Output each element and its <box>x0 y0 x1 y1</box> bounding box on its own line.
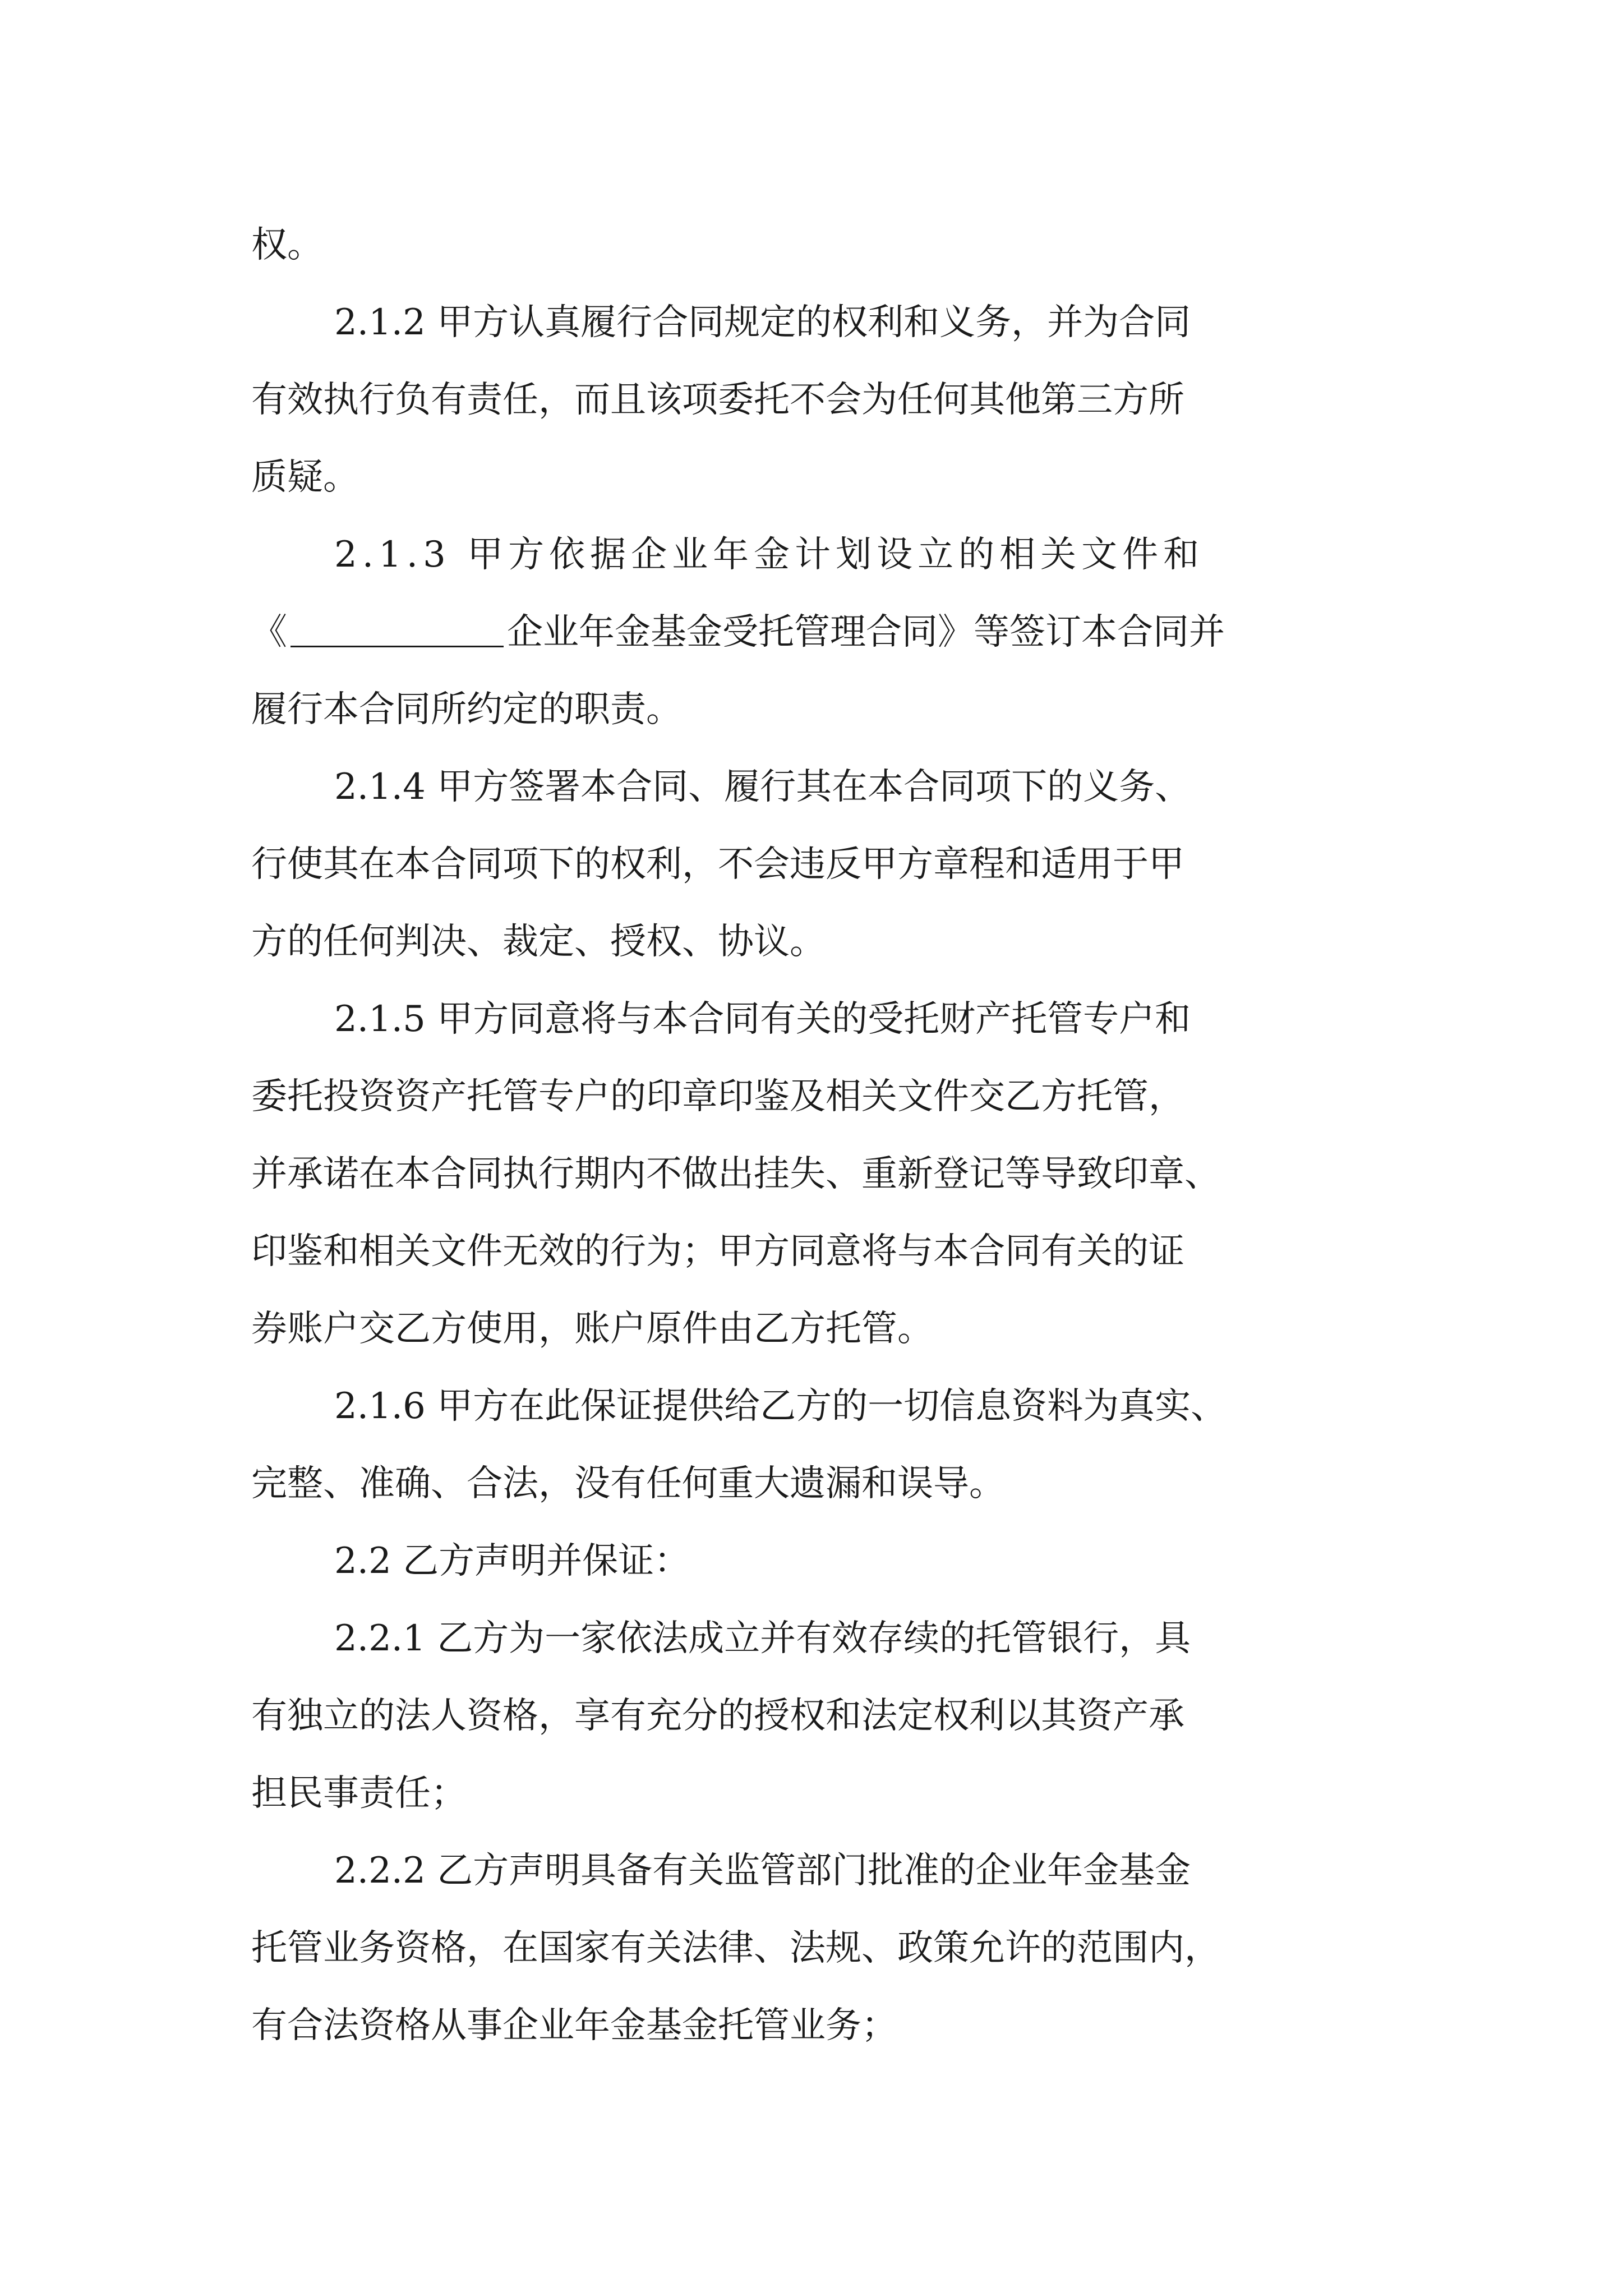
text-line: 2.1.5 甲方同意将与本合同有关的受托财产托管专户和 <box>334 999 1191 1040</box>
text-line: 并承诺在本合同执行期内不做出挂失、重新登记等导致印章、 <box>251 1153 1220 1195</box>
fill-in-blank <box>291 610 504 647</box>
text-line: 券账户交乙方使用，账户原件由乙方托管。 <box>251 1308 933 1350</box>
text-line: 有独立的法人资格，享有充分的授权和法定权利以其资产承 <box>251 1695 1184 1737</box>
text-line: 有效执行负有责任，而且该项委托不会为任何其他第三方所 <box>251 379 1184 421</box>
text-line: 行使其在本合同项下的权利，不会违反甲方章程和适用于甲 <box>251 844 1184 885</box>
text-line: 2.2.1 乙方为一家依法成立并有效存续的托管银行，具 <box>334 1618 1191 1659</box>
document-body <box>251 206 1395 2064</box>
text-line: 2.1.2 甲方认真履行合同规定的权利和义务，并为合同 <box>334 302 1191 343</box>
text-line: 完整、准确、合法，没有任何重大遗漏和误导。 <box>251 1463 1005 1504</box>
text-line: 委托投资资产托管专户的印章印鉴及相关文件交乙方托管， <box>251 1076 1184 1117</box>
text-line: 2.1.3 甲方依据企业年金计划设立的相关文件和 <box>334 534 1205 576</box>
text-line: 担民事责任； <box>251 1773 467 1814</box>
text-line: 有合法资格从事企业年金基金托管业务； <box>251 2005 897 2046</box>
text-line: 2.1.6 甲方在此保证提供给乙方的一切信息资料为真实、 <box>334 1386 1227 1427</box>
text-line: 2.2.2 乙方声明具备有关监管部门批准的企业年金基金 <box>334 1850 1191 1892</box>
text-line: 托管业务资格，在国家有关法律、法规、政策允许的范围内， <box>251 1927 1220 1969</box>
open-quote: 《 <box>251 611 287 653</box>
text-line-with-blank <box>251 593 1395 671</box>
text-line: 权。 <box>251 224 323 266</box>
text-line: 2.2 乙方声明并保证： <box>334 1540 690 1582</box>
text-line: 印鉴和相关文件无效的行为；甲方同意将与本合同有关的证 <box>251 1231 1184 1272</box>
text-line: 方的任何判决、裁定、授权、协议。 <box>251 921 826 963</box>
text-line: 2.1.4 甲方签署本合同、履行其在本合同项下的义务、 <box>334 766 1191 808</box>
text-line: 履行本合同所约定的职责。 <box>251 689 682 730</box>
text-line: 质疑。 <box>251 457 359 498</box>
text-fragment: 企业年金基金受托管理合同》等签订本合同并 <box>507 611 1225 653</box>
